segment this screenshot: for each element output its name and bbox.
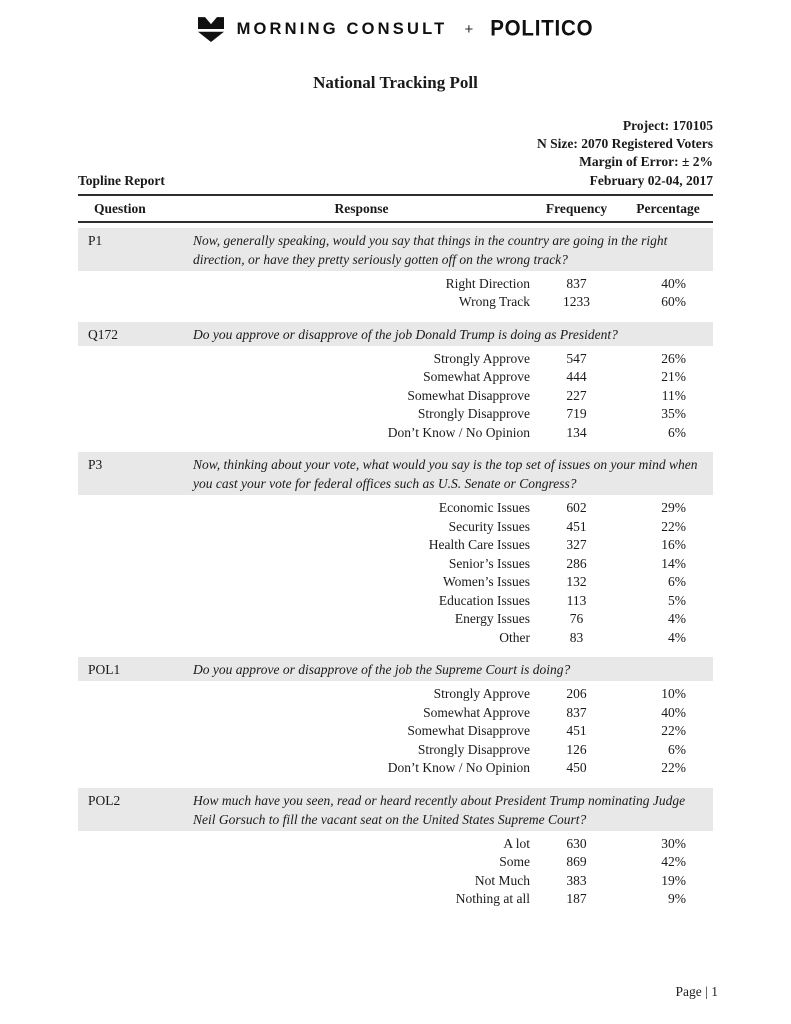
answer-rows (78, 835, 713, 909)
question-text: Now, generally speaking, would you say that things in the country are going in the right direction, or have they pretty seriously gotten off on the wrong track? (193, 232, 668, 267)
answer-row (78, 518, 713, 537)
answer-frequency: 451 (566, 723, 587, 739)
answer-row (78, 722, 713, 741)
answer-frequency: 869 (566, 854, 587, 870)
answer-response: Strongly Approve (433, 686, 530, 702)
answer-response: Other (499, 629, 530, 645)
answer-frequency: 837 (566, 704, 587, 720)
answer-response: Security Issues (448, 518, 530, 534)
answer-response: Don’t Know / No Opinion (387, 424, 530, 440)
column-header-percentage: Percentage (636, 200, 700, 216)
answer-percentage: 26% (661, 350, 686, 366)
answer-row (78, 405, 713, 424)
answer-percentage: 21% (661, 369, 686, 385)
answer-frequency: 227 (566, 387, 587, 403)
answer-rows (78, 275, 713, 312)
answer-frequency: 837 (566, 275, 587, 291)
meta-date-range: February 02-04, 2017 (589, 172, 713, 188)
answer-response: A lot (503, 835, 530, 851)
answer-frequency: 451 (566, 518, 587, 534)
answer-percentage: 6% (668, 424, 686, 440)
answer-response: Strongly Disapprove (417, 406, 530, 422)
answer-row (78, 536, 713, 555)
answer-rows (78, 350, 713, 443)
answer-response: Not Much (474, 872, 530, 888)
answer-percentage: 40% (661, 704, 686, 720)
meta-margin-of-error: Margin of Error: ± 2% (579, 154, 713, 170)
answer-response: Don’t Know / No Opinion (387, 760, 530, 776)
answer-percentage: 11% (661, 387, 686, 403)
answer-frequency: 327 (566, 537, 587, 553)
plus-separator: + (464, 20, 474, 38)
answer-row (78, 499, 713, 518)
question-band (78, 322, 713, 346)
answer-percentage: 30% (661, 835, 686, 851)
question-text: Now, thinking about your vote, what would you say is the top set of issues on your mind when you cast your vote for federal offices such as U.S. Senate or Congress? (193, 457, 698, 492)
answer-frequency: 126 (566, 741, 587, 757)
question-text: How much have you seen, read or heard recently about President Trump nominating Judge Neil Gorsuch to fill the vacant seat on the United States Supreme Court? (193, 792, 686, 827)
answer-frequency: 719 (566, 406, 587, 422)
question-block (78, 788, 713, 909)
answer-response: Nothing at all (455, 891, 530, 907)
table-header-row (78, 194, 713, 223)
answer-response: Somewhat Disapprove (407, 387, 530, 403)
meta-project: Project: 170105 (622, 118, 713, 133)
answer-frequency: 286 (566, 555, 587, 571)
question-band (78, 452, 713, 495)
question-id: Q172 (88, 326, 118, 342)
answer-frequency: 444 (566, 369, 587, 385)
answer-response: Women’s Issues (442, 574, 530, 590)
answer-row (78, 592, 713, 611)
question-text: Do you approve or disapprove of the job the Supreme Court is doing? (193, 662, 571, 678)
answer-percentage: 22% (661, 518, 686, 534)
answer-response: Some (499, 854, 530, 870)
answer-percentage: 4% (668, 629, 686, 645)
answer-frequency: 602 (566, 500, 587, 516)
answer-percentage: 60% (661, 294, 686, 310)
morning-consult-wordmark: MORNING CONSULT (236, 19, 448, 38)
meta-n-size: N Size: 2070 Registered Voters (537, 136, 713, 152)
morning-consult-logo-icon (198, 16, 224, 42)
answer-percentage: 40% (661, 275, 686, 291)
page-number: Page | 1 (675, 984, 718, 999)
answer-row (78, 741, 713, 760)
answer-percentage: 19% (661, 872, 686, 888)
answer-response: Energy Issues (454, 611, 530, 627)
answer-frequency: 630 (566, 835, 587, 851)
answer-percentage: 22% (661, 760, 686, 776)
answer-frequency: 83 (569, 629, 584, 645)
answer-frequency: 132 (566, 574, 587, 590)
answer-row (78, 387, 713, 406)
answer-row (78, 629, 713, 648)
question-block (78, 228, 713, 312)
brand-header (78, 14, 713, 44)
question-band (78, 228, 713, 271)
answer-response: Strongly Approve (433, 350, 530, 366)
question-block (78, 452, 713, 647)
answer-frequency: 187 (566, 891, 587, 907)
answer-row (78, 685, 713, 704)
answer-response: Right Direction (445, 275, 530, 291)
column-header-question: Question (94, 200, 146, 216)
answer-frequency: 547 (566, 350, 587, 366)
question-id: P3 (88, 457, 103, 473)
answer-percentage: 10% (661, 686, 686, 702)
answer-response: Somewhat Approve (423, 369, 530, 385)
report-meta (78, 117, 713, 190)
answer-response: Strongly Disapprove (417, 741, 530, 757)
question-id: POL1 (88, 662, 121, 678)
answer-row (78, 890, 713, 909)
answer-percentage: 4% (668, 611, 686, 627)
answer-response: Economic Issues (438, 500, 530, 516)
page-title: National Tracking Poll (313, 73, 478, 92)
question-band (78, 657, 713, 681)
answer-row (78, 872, 713, 891)
answer-response: Somewhat Disapprove (407, 723, 530, 739)
answer-row (78, 424, 713, 443)
answer-frequency: 1233 (563, 294, 590, 310)
column-header-frequency: Frequency (545, 200, 608, 216)
question-band (78, 788, 713, 831)
answer-percentage: 42% (661, 854, 686, 870)
answer-percentage: 6% (668, 574, 686, 590)
answer-row (78, 573, 713, 592)
topline-report-label: Topline Report (78, 172, 165, 188)
answer-response: Somewhat Approve (423, 704, 530, 720)
answer-rows (78, 685, 713, 778)
answer-response: Wrong Track (458, 294, 530, 310)
answer-response: Education Issues (438, 592, 530, 608)
column-header-response: Response (334, 200, 389, 216)
answer-row (78, 835, 713, 854)
question-block (78, 322, 713, 443)
question-id: P1 (88, 232, 103, 248)
question-blocks (78, 228, 713, 909)
answer-row (78, 853, 713, 872)
answer-row (78, 368, 713, 387)
answer-percentage: 9% (668, 891, 686, 907)
answer-row (78, 759, 713, 778)
answer-row (78, 555, 713, 574)
question-block (78, 657, 713, 778)
answer-frequency: 76 (569, 611, 584, 627)
question-id: POL2 (88, 792, 121, 808)
answer-percentage: 35% (661, 406, 686, 422)
answer-row (78, 275, 713, 294)
answer-percentage: 16% (661, 537, 686, 553)
answer-percentage: 6% (668, 741, 686, 757)
answer-frequency: 383 (566, 872, 587, 888)
answer-frequency: 450 (566, 760, 587, 776)
answer-percentage: 29% (661, 500, 686, 516)
answer-row (78, 293, 713, 312)
answer-frequency: 134 (566, 424, 587, 440)
answer-percentage: 22% (661, 723, 686, 739)
answer-row (78, 350, 713, 369)
answer-response: Senior’s Issues (448, 555, 530, 571)
answer-rows (78, 499, 713, 647)
answer-frequency: 206 (566, 686, 587, 702)
answer-response: Health Care Issues (428, 537, 530, 553)
answer-percentage: 5% (668, 592, 686, 608)
answer-frequency: 113 (566, 592, 587, 608)
answer-row (78, 704, 713, 723)
question-text: Do you approve or disapprove of the job Donald Trump is doing as President? (193, 326, 618, 342)
answer-percentage: 14% (661, 555, 686, 571)
answer-row (78, 610, 713, 629)
politico-wordmark: POLITICO (490, 16, 594, 41)
